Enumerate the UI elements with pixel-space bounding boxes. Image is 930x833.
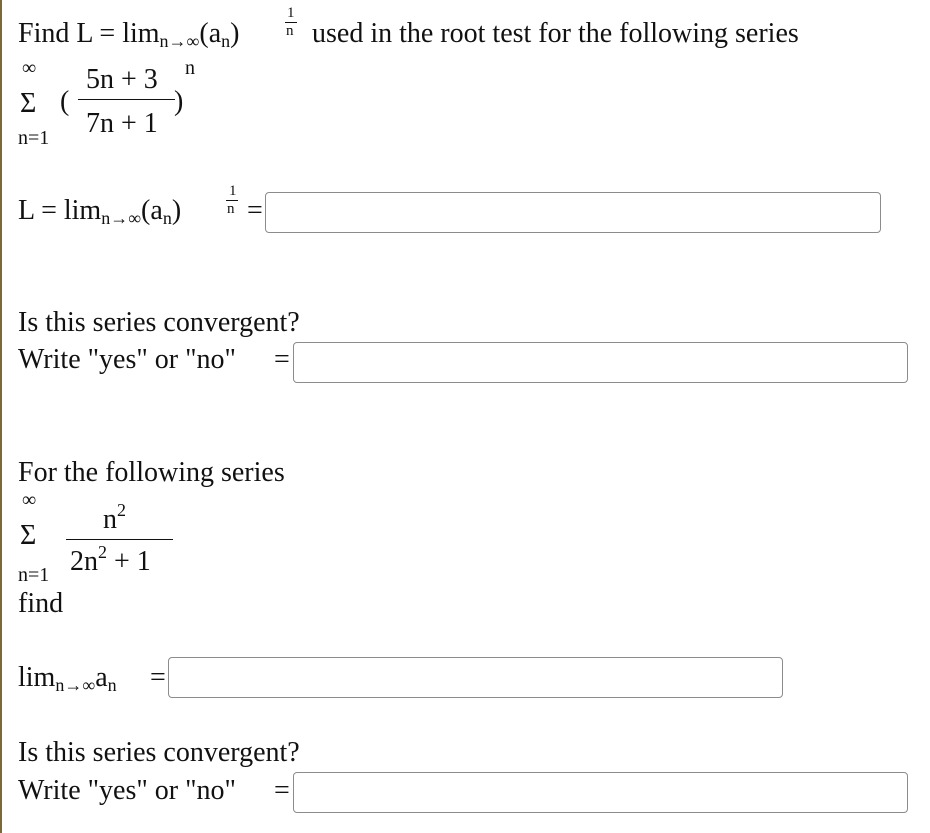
q2-equals: = (274, 344, 290, 375)
q3-sum-lower-limit: n=1 (18, 564, 50, 586)
q3-denominator (70, 542, 151, 577)
convergent-answer-input-1[interactable] (293, 342, 908, 383)
q1-close-paren-series: ) (174, 86, 184, 117)
q1-exponent-denominator: n (286, 23, 294, 39)
q1-exponent-numerator: 1 (287, 5, 295, 21)
q1-answer-base: (a (141, 195, 163, 226)
q3-numerator-exponent: 2 (117, 500, 126, 520)
q3-sigma-symbol: Σ (20, 520, 37, 551)
convergent-answer-input-2[interactable] (293, 772, 908, 813)
q1-sigma-symbol: Σ (20, 88, 37, 119)
q1-answer-close: ) (171, 195, 182, 226)
q3-sum-upper-limit: ∞ (22, 489, 37, 511)
q1-answer-exp-denominator: n (227, 201, 235, 217)
q1-lim-subscript: n→∞ (159, 31, 200, 51)
q1-close-paren: ) (230, 18, 240, 49)
q3-denominator-rest: + 1 (107, 546, 151, 577)
q4-question: Is this series convergent? (18, 737, 300, 768)
q2-question: Is this series convergent? (18, 307, 300, 338)
q3-denominator-base: 2n (70, 546, 98, 577)
q3-numerator (103, 500, 126, 535)
q3-a: a (95, 662, 108, 693)
q1-answer-label (18, 197, 181, 227)
q1-find-prefix: Find L = lim (18, 18, 160, 49)
q4-instruction: Write "yes" or "no" (18, 775, 236, 806)
q3-denominator-exponent: 2 (98, 542, 107, 562)
q2-instruction: Write "yes" or "no" (18, 344, 236, 375)
q1-fraction-denominator: 7n + 1 (86, 108, 158, 139)
q1-answer-lim: L = lim (18, 195, 102, 226)
q1-sum-upper-limit: ∞ (22, 57, 37, 79)
q4-equals: = (274, 775, 290, 806)
q3-fraction-bar (66, 539, 173, 540)
q1-equals: = (247, 195, 263, 226)
q1-open-paren: ( (60, 86, 70, 117)
q1-answer-exp-numerator: 1 (229, 183, 237, 199)
q1-series-power: n (185, 57, 195, 79)
q1-answer-base-subscript: n (162, 208, 172, 228)
q3-equals: = (150, 662, 166, 693)
q1-base-subscript: n (221, 31, 231, 51)
left-edge-border (0, 0, 2, 833)
q3-lim-subscript: n→∞ (55, 675, 96, 695)
limit-answer-input[interactable] (265, 192, 881, 233)
q3-intro: For the following series (18, 457, 285, 488)
q3-find-label: find (18, 588, 64, 619)
q3-lim: lim (18, 662, 56, 693)
q1-answer-lim-subscript: n→∞ (101, 208, 142, 228)
q1-prompt (18, 20, 239, 50)
q3-answer-label (18, 664, 117, 694)
q3-a-subscript: n (107, 675, 117, 695)
q3-numerator-base: n (103, 504, 117, 535)
term-limit-answer-input[interactable] (168, 657, 783, 698)
q1-fraction-bar (78, 99, 175, 100)
q1-prompt-suffix: used in the root test for the following series (312, 18, 799, 49)
q1-sum-lower-limit: n=1 (18, 127, 50, 149)
q1-fraction-numerator: 5n + 3 (86, 64, 158, 95)
q1-base: (a (199, 18, 222, 49)
